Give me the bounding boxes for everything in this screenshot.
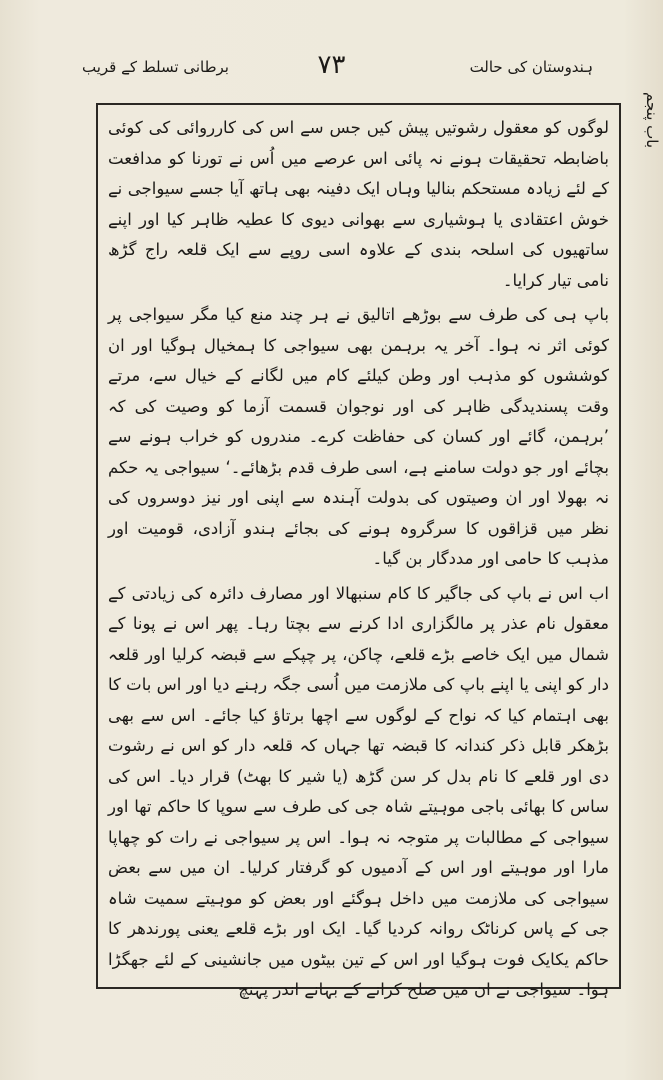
paragraph-2: باپ ہی کی طرف سے بوڑھے اتالیق نے ہر چند منع کیا مگر سیواجی پر کوئی اثر نہ ہوا۔ آخر یہ برہمن بھی سیواجی کا ہمخیال ہوگیا اور ان کوششوں کو مذہب اور وطن کیلئے کام میں لگانے کے خیال سے، مرتے وقت پسندیدگی ظاہر کی اور نوجوان قسمت آزما کو وصیت کی کہ ’برہمن، گائے اور کسان کی حفاظت کرے۔ مندروں کو خراب ہونے سے بچائے اور جو دولت سامنے ہے، اسی طرف قدم بڑھائے۔‘ سیواجی یہ حکم نہ بھولا اور ان وصیتوں کی بدولت آہندہ سے اپنی اور نیز دوسروں کی نظر میں قزاقوں کا سرگروہ ہونے کی بجائے ہندو آزادی، قومیت اور مذہب کا حامی اور مددگار بن گیا۔ [108,305,609,568]
page-header [70,50,593,94]
running-head-left: برطانی تسلط کے قریب [82,58,229,76]
chapter-label: باب پنجم [643,92,661,149]
page-number: ۷۳ [317,50,346,80]
body-text [108,113,609,999]
paragraph-1: لوگوں کو معقول رشوتیں پیش کیں جس سے اس کی کارروائی کی کوئی باضابطہ تحقیقات ہونے نہ پائی اس عرصے میں اُس نے تورنا کو مدافعت کے لئے زیادہ مستحکم بنالیا وہاں ایک دفینہ بھی ہاتھ آیا جسے سیواجی نے خوش اعتقادی یا ہوشیاری سے بھوانی دیوی کا عطیہ ظاہر کیا اور اپنے ساتھیوں کی اسلحہ بندی کے علاوہ اسی روپے سے ایک قلعہ راج گڑھ نامی تیار کرایا۔ [108,118,609,290]
running-head-right: ہندوستان کی حالت [469,58,593,76]
text-frame [96,103,621,999]
paragraph-3: اب اس نے باپ کی جاگیر کا کام سنبھالا اور مصارف دائرہ کی زیادتی کے معقول نام عذر پر مالگزاری ادا کرنے سے بچتا رہا۔ پھر اس نے پونا کے شمال میں ایک خاصے بڑے قلعے، چاکن، پر چپکے سے قبضہ کرلیا اور قلعہ دار کو اپنی یا اپنے باپ کی ملازمت میں اُسی جگہ رہنے دیا اور اس بات کا بھی اہتمام کیا کہ نواح کے لوگوں سے اچھا برتاؤ کیا جائے۔ اس سے بھی بڑھکر قابل ذکر کندانہ کا قبضہ تھا جہاں کہ قلعہ دار کو اس نے رشوت دی اور قلعے کا نام بدل کر سن گڑھ (یا شیر کا بھٹ) قرار دیا۔ اس کی ساس کا بھائی باجی موہیتے شاہ جی کی طرف سے سوپا کا حاکم تھا اور سیواجی کے مطالبات پر متوجہ نہ ہوا۔ اس پر سیواجی نے رات کو چھاپا مارا اور موہیتے اور اس کے آدمیوں کو گرفتار کرلیا۔ ان میں سے بعض سیواجی کی ملازمت میں داخل ہوگئے اور بعض کو موہیتے سمیت شاہ جی کے پاس کرناٹک روانہ کردیا گیا۔ ایک اور بڑے قلعے یعنی پورندھر کا حاکم یکایک فوت ہوگیا اور اس کے تین بیٹوں میں جانشینی کے لئے جھگڑا ہوا۔ سیواجی نے ان میں صلح کرانے کے بہانے اندر پہنچ [108,583,609,999]
